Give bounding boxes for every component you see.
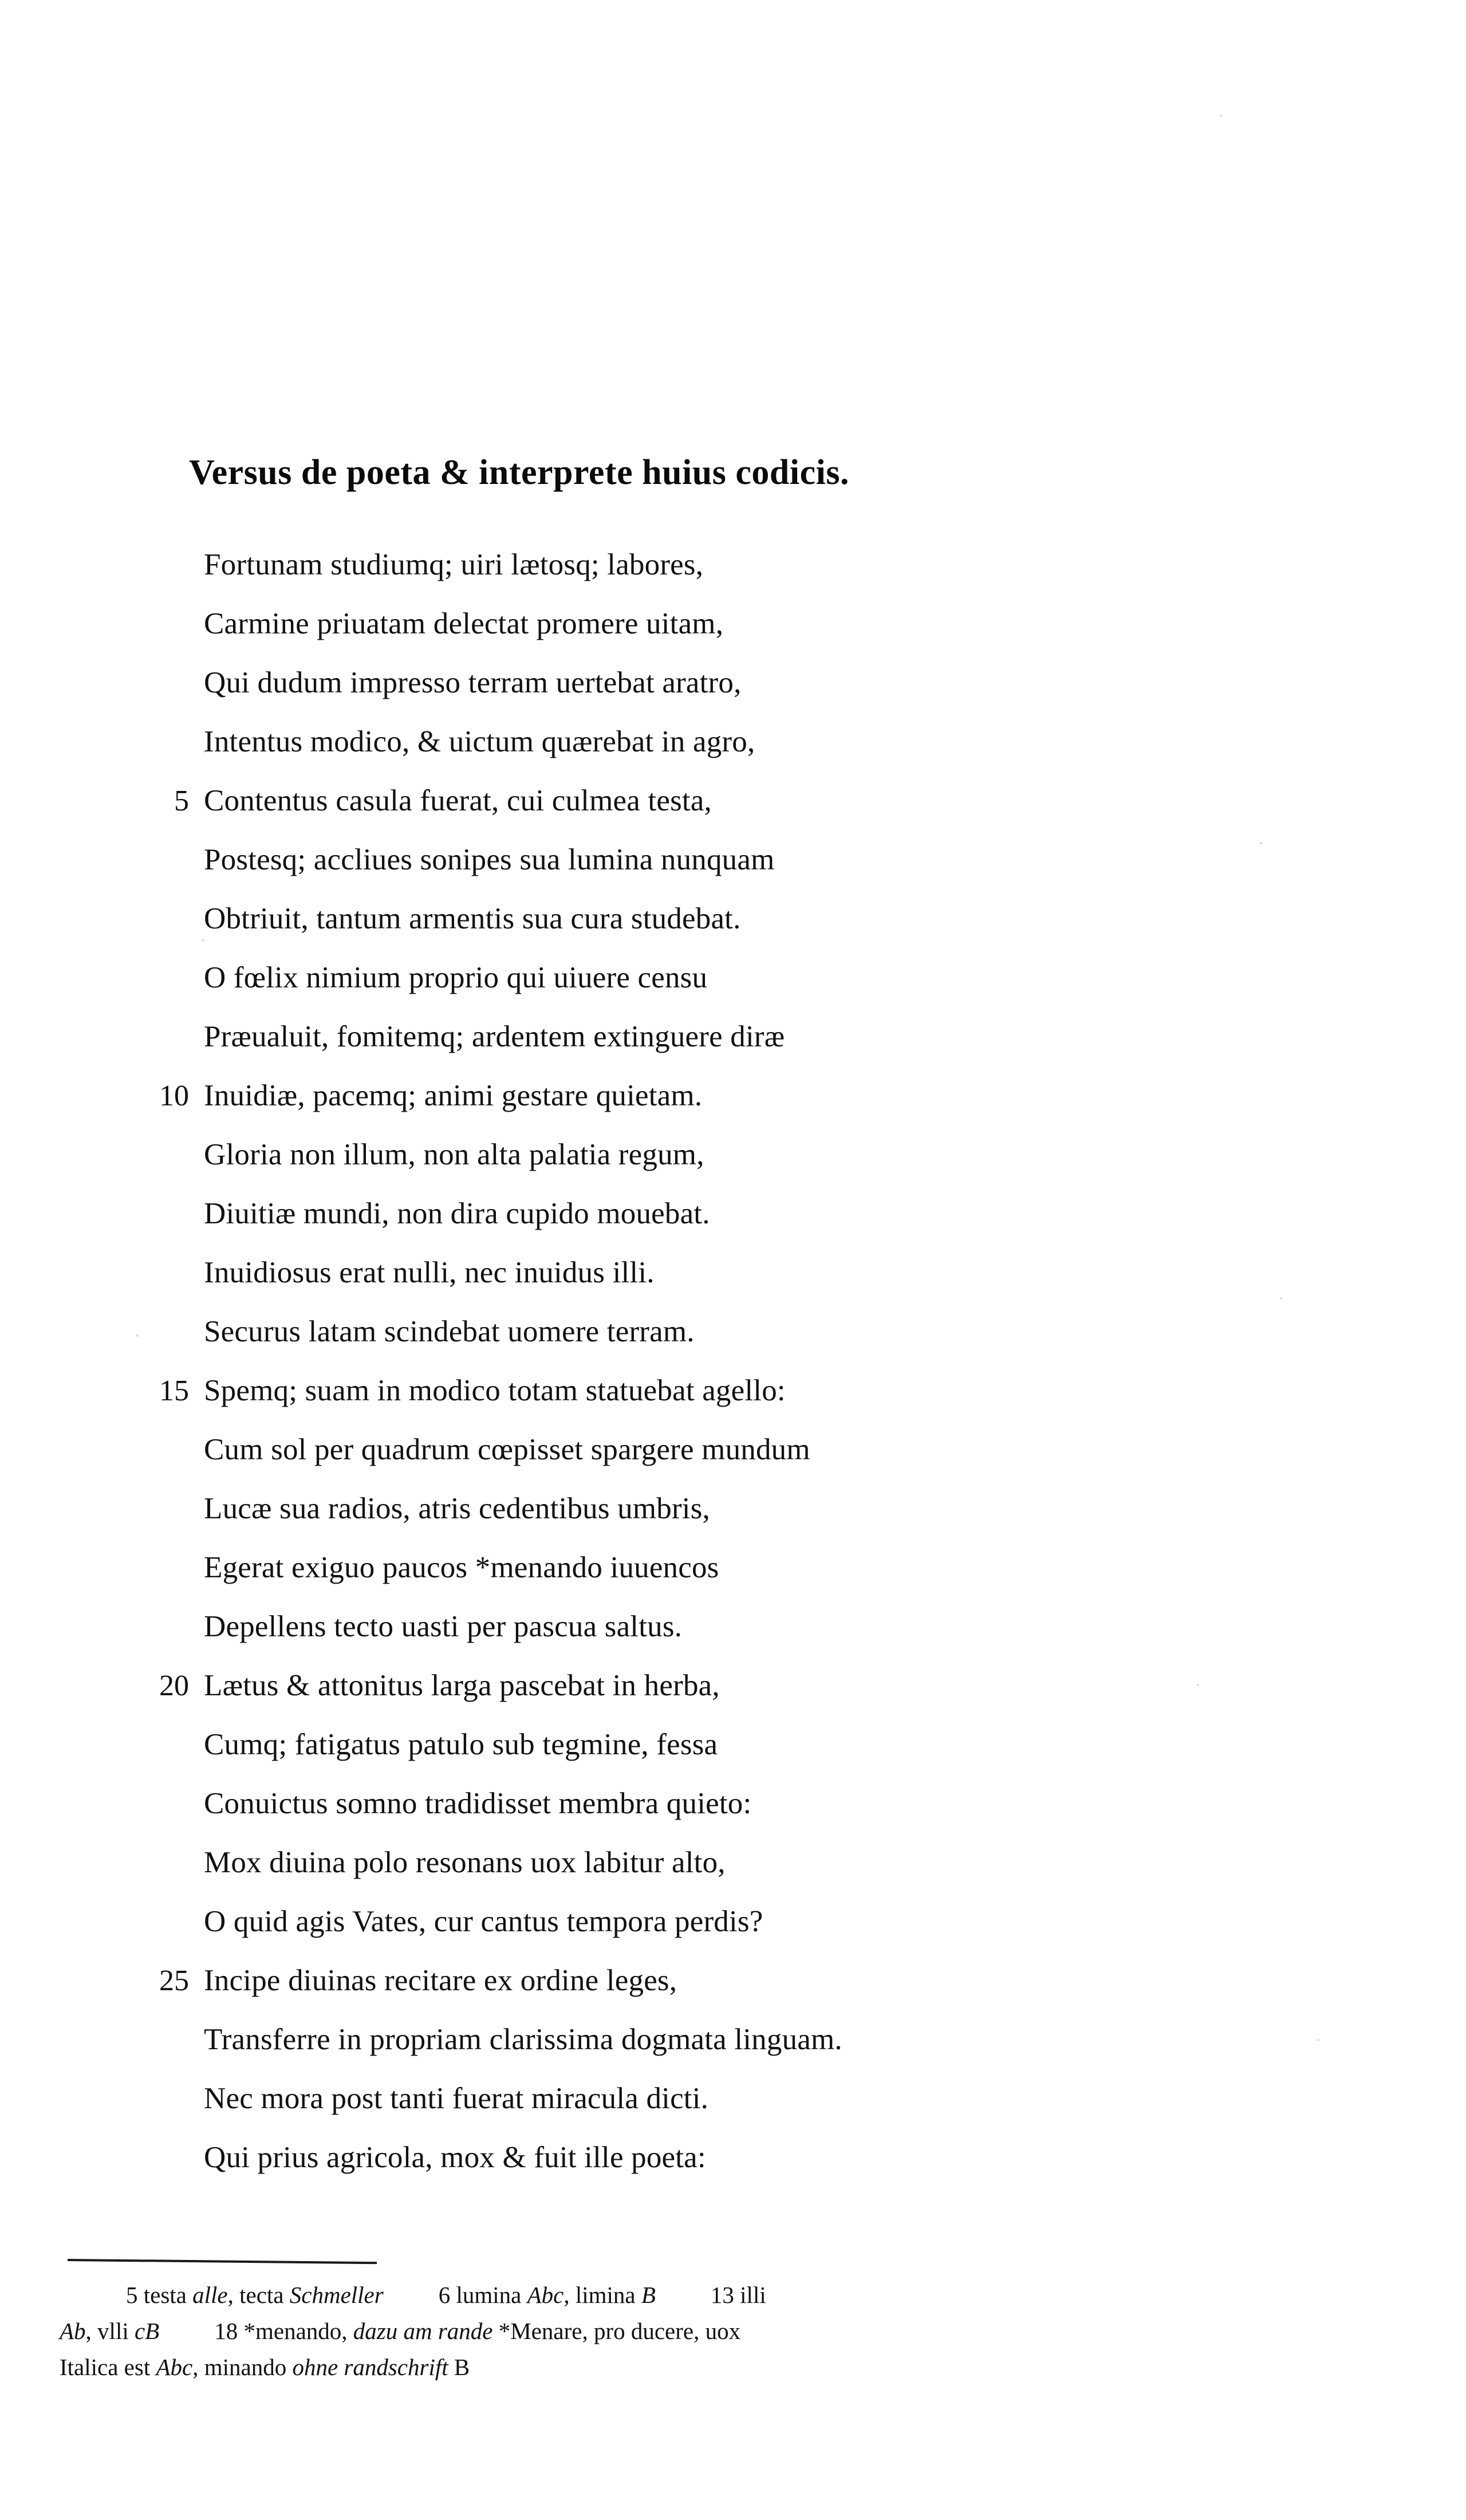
verse-text: Cum sol per quadrum cœpisset spargere mundum [204,1433,810,1466]
verse-line [86,1951,1288,2010]
apparatus-witness: Abc [527,2282,564,2308]
verse-line [86,948,1288,1007]
verse-line [86,1833,1288,1892]
verse-text: Nec mora post tanti fuerat miracula dicti. [204,2082,709,2115]
verse-line [86,653,1288,712]
verse-text: Gloria non illum, non alta palatia regum, [204,1138,704,1171]
verse-text: Securus latam scindebat uomere terram. [204,1315,695,1348]
verse-line [86,1538,1288,1597]
scan-speck [1220,115,1222,117]
verse-line [86,1066,1288,1125]
apparatus-witness: Ab [60,2318,86,2344]
verse-line [86,771,1288,830]
verse-number: 25 [159,1964,189,1997]
verse-text: Carmine priuatam delectat promere uitam, [204,607,724,640]
verse-line [86,1597,1288,1656]
apparatus-note: ohne randschrift [292,2354,448,2380]
apparatus-seg: 18 *menando, [214,2318,353,2344]
verse-text: Lucæ sua radios, atris cedentibus umbris, [204,1492,710,1525]
verse-line [86,594,1288,653]
verse-line [86,536,1288,594]
verse-text: Conuictus somno tradidisset membra quieto: [204,1787,752,1820]
verse-line [86,1892,1288,1951]
verse-line [86,830,1288,889]
verse-text: Transferre in propriam clarissima dogmata linguam. [204,2023,842,2056]
scan-speck [1317,2039,1319,2041]
verse-line [86,1125,1288,1184]
apparatus-witness: B [641,2282,656,2308]
verse-text: Fortunam studiumq; uiri lætosq; labores, [204,548,704,581]
verse-text: O fœlix nimium proprio qui uiuere censu [204,961,708,994]
page-title: Versus de poeta & interprete huius codicis. [189,453,849,492]
verse-line [86,1302,1288,1361]
apparatus-line [60,2277,1394,2313]
verse-number: 10 [159,1080,189,1112]
verse-text: Depellens tecto uasti per pascua saltus. [204,1610,683,1643]
verse-line [86,2069,1288,2128]
verse-text: Inuidiæ, pacemq; animi gestare quietam. [204,1079,703,1112]
verse-text: Obtriuit, tantum armentis sua cura studebat. [204,902,741,935]
verse-line [86,889,1288,948]
verse-line [86,1479,1288,1538]
apparatus-witness: Abc [156,2354,193,2380]
verse-number: 15 [159,1375,189,1407]
apparatus-witness: Schmeller [289,2282,384,2308]
verse-line [86,1420,1288,1479]
apparatus-seg: , limina [563,2282,641,2308]
verse-number: 5 [174,785,189,817]
apparatus-note: dazu am rande [353,2318,493,2344]
verse-text: Inuidiosus erat nulli, nec inuidus illi. [204,1256,655,1289]
apparatus-line [60,2313,1394,2349]
verse-line [86,1361,1288,1420]
verse-number: 20 [159,1670,189,1702]
verse-text: Incipe diuinas recitare ex ordine leges, [204,1964,677,1997]
verse-text: Præualuit, fomitemq; ardentem extinguere diræ [204,1020,785,1053]
critical-apparatus [60,2277,1394,2385]
verse-line [86,2010,1288,2069]
verse-line [86,712,1288,771]
apparatus-seg: 5 testa [126,2282,193,2308]
verse-text: Qui prius agricola, mox & fuit ille poeta: [204,2141,706,2174]
verse-text: Mox diuina polo resonans uox labitur alto, [204,1846,726,1879]
apparatus-seg: , minando [192,2354,293,2380]
verse-text: Spemq; suam in modico totam statuebat agello: [204,1374,786,1407]
apparatus-seg: Italica est [60,2354,156,2380]
verse-line [86,1774,1288,1833]
verse-text: Postesq; accliues sonipes sua lumina nunquam [204,843,775,876]
apparatus-seg: , vlli [85,2318,135,2344]
verse-line [86,1007,1288,1066]
verse-text: Qui dudum impresso terram uertebat aratro, [204,666,742,699]
verse-line [86,1656,1288,1715]
apparatus-seg: , tecta [227,2282,290,2308]
apparatus-divider [68,2259,377,2264]
verse-text: Diuitiæ mundi, non dira cupido mouebat. [204,1197,710,1230]
verse-text: Egerat exiguo paucos *menando iuuencos [204,1551,719,1584]
apparatus-witness: alle [192,2282,228,2308]
verse-text: Contentus casula fuerat, cui culmea testa, [204,784,712,817]
verse-text: Cumq; fatigatus patulo sub tegmine, fessa [204,1728,718,1761]
verse-text: O quid agis Vates, cur cantus tempora perdis? [204,1905,763,1938]
apparatus-seg: *Menare, pro ducere, uox [492,2318,741,2344]
apparatus-line [60,2349,1394,2385]
apparatus-seg: B [448,2354,470,2380]
apparatus-witness: cB [134,2318,160,2344]
verse-line [86,2128,1288,2187]
verse-text: Intentus modico, & uictum quærebat in agro, [204,725,755,758]
verse-line [86,1184,1288,1243]
apparatus-seg: 13 illi [710,2282,766,2308]
poem-body [86,536,1288,2187]
apparatus-seg: 6 lumina [438,2282,527,2308]
verse-line [86,1715,1288,1774]
verse-text: Lætus & attonitus larga pascebat in herba, [204,1669,720,1702]
verse-line [86,1243,1288,1302]
